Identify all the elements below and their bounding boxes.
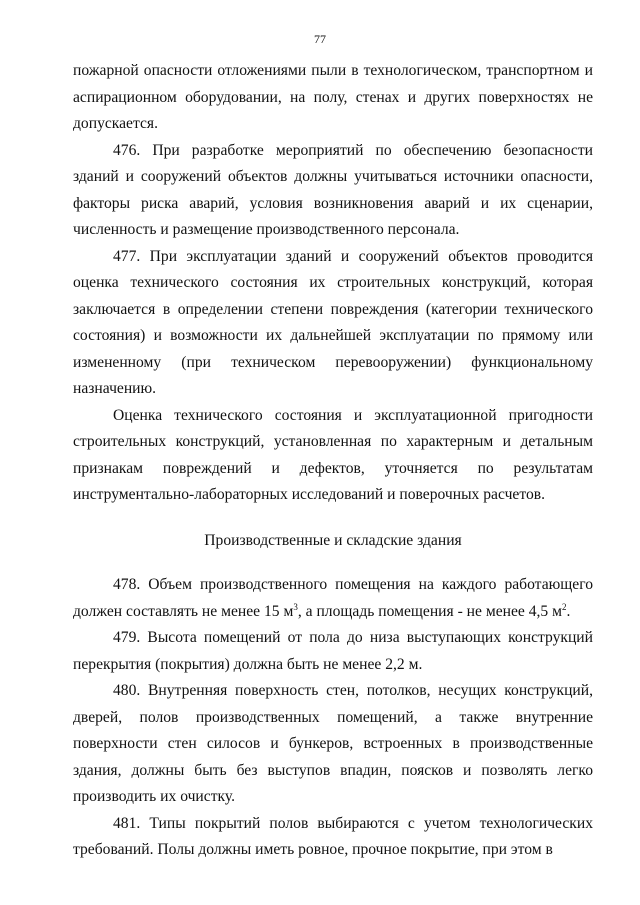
superscript-square: 2 [561, 601, 567, 612]
paragraph-479: 479. Высота помещений от пола до низа выступающих конструкций перекрытия (покрытия) должна быть не менее 2,2 м. [73, 629, 593, 673]
paragraph-continuation: пожарной опасности отложениями пыли в технологическом, транспортном и аспирационном оборудовании, на полу, стенах и других поверхностях не допускается. [73, 62, 593, 132]
paragraph-478 [73, 572, 593, 625]
paragraph-478-text-b: , а площадь помещения - не менее 4,5 м [297, 602, 562, 620]
paragraph-480: 480. Внутренняя поверхность стен, потолков, несущих конструкций, дверей, полов производственных помещений, а также внутренние поверхности стен силосов и бункеров, встроенных в производственные здания, должны быть без выступов впадин, поясков и позволять легко производить их очистку. [73, 682, 593, 805]
paragraph-481: 481. Типы покрытий полов выбираются с учетом технологических требований. Полы должны иметь ровное, прочное покрытие, при этом в [73, 814, 593, 858]
superscript-cubic: 3 [293, 601, 298, 612]
paragraph-476: 476. При разработке мероприятий по обеспечению безопасности зданий и сооружений объектов должны учитываться источники опасности, факторы риска аварий, условия возникновения аварий и их сценарии, численность и размещение производственного персонала. [73, 141, 593, 238]
page-number: 77 [314, 32, 326, 46]
paragraph-478-text-a: 478. Объем производственного помещения на каждого работающего должен составлять не менее 15 м [73, 576, 593, 620]
paragraph-477: 477. При эксплуатации зданий и сооружений объектов проводится оценка технического состояния их строительных конструкций, которая заключается в определении степени повреждения (категории технического состояния) и возможности их дальнейшей эксплуатации по прямому или измененному (при техническом перевооружении) функциональному назначению. [73, 247, 593, 397]
paragraph-477-assessment: Оценка технического состояния и эксплуатационной пригодности строительных конструкций, установленная по характерным и детальным признакам повреждений и дефектов, уточняется по результатам инструментально-лабораторных исследований и поверочных расчетов. [73, 406, 593, 503]
document-body [73, 58, 593, 864]
paragraph-478-text-c: . [566, 602, 571, 620]
section-heading: Производственные и складские здания [204, 531, 462, 549]
